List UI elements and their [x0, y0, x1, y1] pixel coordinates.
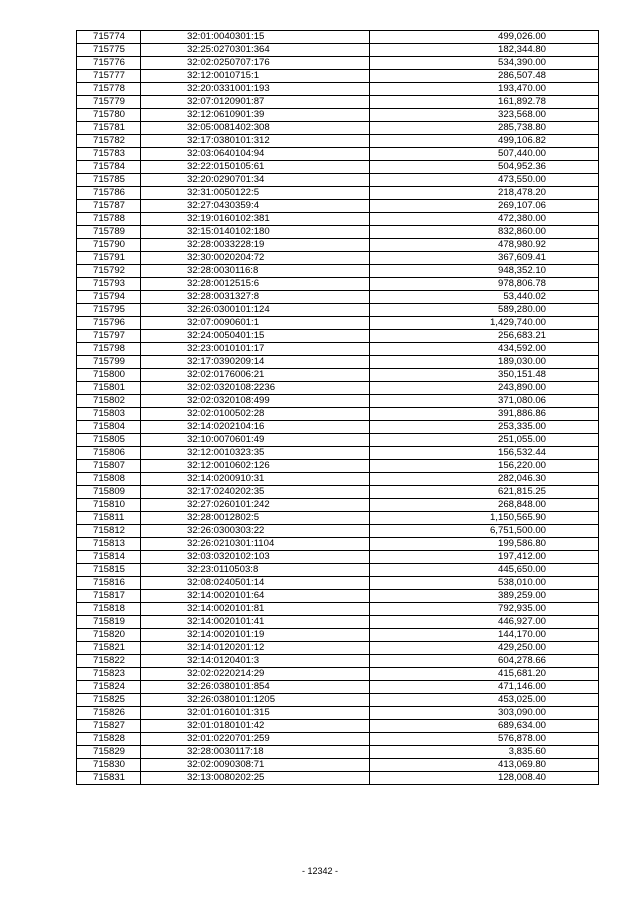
cadastral-number-cell: 32:17:0380101:312	[141, 135, 370, 148]
row-number-cell: 715798	[77, 343, 141, 356]
cadastral-number-cell: 32:24:0050401:15	[141, 330, 370, 343]
cadastral-value-cell: 268,848.00	[370, 499, 599, 512]
cadastral-value-cell: 434,592.00	[370, 343, 599, 356]
cadastral-value-cell: 323,568.00	[370, 109, 599, 122]
table-row	[77, 460, 599, 473]
row-number-cell: 715780	[77, 109, 141, 122]
row-number-cell: 715812	[77, 525, 141, 538]
row-number-cell: 715807	[77, 460, 141, 473]
row-number-cell: 715801	[77, 382, 141, 395]
cadastral-number-cell: 32:14:0200910:31	[141, 473, 370, 486]
cadastral-value-cell: 161,892.78	[370, 96, 599, 109]
row-number-cell: 715789	[77, 226, 141, 239]
row-number-cell: 715790	[77, 239, 141, 252]
row-number-cell: 715816	[77, 577, 141, 590]
row-number-cell: 715787	[77, 200, 141, 213]
row-number-cell: 715819	[77, 616, 141, 629]
row-number-cell: 715814	[77, 551, 141, 564]
cadastral-number-cell: 32:28:0012515:6	[141, 278, 370, 291]
table-row	[77, 369, 599, 382]
cadastral-value-cell: 6,751,500.00	[370, 525, 599, 538]
cadastral-value-cell: 193,470.00	[370, 83, 599, 96]
cadastral-number-cell: 32:01:0160101:315	[141, 707, 370, 720]
cadastral-number-cell: 32:02:0320108:499	[141, 395, 370, 408]
table-row	[77, 44, 599, 57]
row-number-cell: 715823	[77, 668, 141, 681]
cadastral-number-cell: 32:02:0100502:28	[141, 408, 370, 421]
cadastral-number-cell: 32:22:0150105:61	[141, 161, 370, 174]
cadastral-value-cell: 367,609.41	[370, 252, 599, 265]
row-number-cell: 715799	[77, 356, 141, 369]
row-number-cell: 715830	[77, 759, 141, 772]
row-number-cell: 715809	[77, 486, 141, 499]
row-number-cell: 715822	[77, 655, 141, 668]
cadastral-number-cell: 32:17:0390209:14	[141, 356, 370, 369]
table-row	[77, 447, 599, 460]
table-row	[77, 434, 599, 447]
table-row	[77, 421, 599, 434]
row-number-cell: 715774	[77, 31, 141, 44]
cadastral-value-cell: 197,412.00	[370, 551, 599, 564]
cadastral-value-cell: 282,046.30	[370, 473, 599, 486]
cadastral-value-cell: 303,090.00	[370, 707, 599, 720]
cadastral-number-cell: 32:26:0300101:124	[141, 304, 370, 317]
cadastral-value-cell: 453,025.00	[370, 694, 599, 707]
cadastral-number-cell: 32:17:0240202:35	[141, 486, 370, 499]
table-row	[77, 83, 599, 96]
row-number-cell: 715775	[77, 44, 141, 57]
table-row	[77, 668, 599, 681]
cadastral-value-cell: 144,170.00	[370, 629, 599, 642]
row-number-cell: 715820	[77, 629, 141, 642]
cadastral-number-cell: 32:01:0220701:259	[141, 733, 370, 746]
cadastral-number-cell: 32:12:0010602:126	[141, 460, 370, 473]
table-row	[77, 564, 599, 577]
table-row	[77, 551, 599, 564]
table-row	[77, 720, 599, 733]
row-number-cell: 715811	[77, 512, 141, 525]
table-row	[77, 395, 599, 408]
table-row	[77, 733, 599, 746]
row-number-cell: 715792	[77, 265, 141, 278]
row-number-cell: 715785	[77, 174, 141, 187]
row-number-cell: 715784	[77, 161, 141, 174]
table-row	[77, 616, 599, 629]
table-row	[77, 135, 599, 148]
table-row	[77, 96, 599, 109]
cadastral-number-cell: 32:28:0033228:19	[141, 239, 370, 252]
table-row	[77, 31, 599, 44]
table-row	[77, 408, 599, 421]
cadastral-number-cell: 32:01:0040301:15	[141, 31, 370, 44]
table-row	[77, 629, 599, 642]
row-number-cell: 715783	[77, 148, 141, 161]
row-number-cell: 715786	[77, 187, 141, 200]
table-row	[77, 577, 599, 590]
cadastral-value-cell: 1,150,565.90	[370, 512, 599, 525]
cadastral-number-cell: 32:28:0030117:18	[141, 746, 370, 759]
cadastral-value-cell: 350,151.48	[370, 369, 599, 382]
cadastral-value-cell: 128,008.40	[370, 772, 599, 785]
cadastral-value-cell: 507,440.00	[370, 148, 599, 161]
row-number-cell: 715776	[77, 57, 141, 70]
cadastral-number-cell: 32:12:0010715:1	[141, 70, 370, 83]
row-number-cell: 715782	[77, 135, 141, 148]
cadastral-number-cell: 32:23:0010101:17	[141, 343, 370, 356]
cadastral-value-cell: 429,250.00	[370, 642, 599, 655]
row-number-cell: 715791	[77, 252, 141, 265]
cadastral-value-cell: 473,550.00	[370, 174, 599, 187]
cadastral-number-cell: 32:02:0176006:21	[141, 369, 370, 382]
row-number-cell: 715794	[77, 291, 141, 304]
table-row	[77, 200, 599, 213]
cadastral-number-cell: 32:05:0081402:308	[141, 122, 370, 135]
table-row	[77, 278, 599, 291]
cadastral-number-cell: 32:03:0320102:103	[141, 551, 370, 564]
table-row	[77, 486, 599, 499]
table-row	[77, 525, 599, 538]
table-row	[77, 538, 599, 551]
cadastral-number-cell: 32:28:0030116:8	[141, 265, 370, 278]
cadastral-number-cell: 32:14:0020101:19	[141, 629, 370, 642]
cadastral-value-cell: 504,952.36	[370, 161, 599, 174]
table-row	[77, 772, 599, 785]
row-number-cell: 715797	[77, 330, 141, 343]
table-row	[77, 694, 599, 707]
table-row	[77, 109, 599, 122]
cadastral-value-cell: 389,259.00	[370, 590, 599, 603]
row-number-cell: 715831	[77, 772, 141, 785]
cadastral-number-cell: 32:27:0260101:242	[141, 499, 370, 512]
row-number-cell: 715796	[77, 317, 141, 330]
row-number-cell: 715802	[77, 395, 141, 408]
cadastral-value-cell: 576,878.00	[370, 733, 599, 746]
cadastral-value-cell: 371,080.06	[370, 395, 599, 408]
cadastral-number-cell: 32:25:0270301:364	[141, 44, 370, 57]
cadastral-value-cell: 218,478.20	[370, 187, 599, 200]
cadastral-value-cell: 499,106.82	[370, 135, 599, 148]
cadastral-value-cell: 269,107.06	[370, 200, 599, 213]
row-number-cell: 715813	[77, 538, 141, 551]
row-number-cell: 715815	[77, 564, 141, 577]
row-number-cell: 715826	[77, 707, 141, 720]
cadastral-number-cell: 32:26:0210301:1104	[141, 538, 370, 551]
cadastral-number-cell: 32:28:0031327:8	[141, 291, 370, 304]
cadastral-value-cell: 534,390.00	[370, 57, 599, 70]
table-row	[77, 382, 599, 395]
table-row	[77, 707, 599, 720]
cadastral-number-cell: 32:07:0120901:87	[141, 96, 370, 109]
cadastral-value-cell: 243,890.00	[370, 382, 599, 395]
cadastral-number-cell: 32:20:0331001:193	[141, 83, 370, 96]
row-number-cell: 715805	[77, 434, 141, 447]
cadastral-value-cell: 286,507.48	[370, 70, 599, 83]
cadastral-number-cell: 32:31:0050122:5	[141, 187, 370, 200]
table-row	[77, 239, 599, 252]
table-row	[77, 473, 599, 486]
row-number-cell: 715817	[77, 590, 141, 603]
table-row	[77, 57, 599, 70]
table-row	[77, 499, 599, 512]
cadastral-value-cell: 199,586.80	[370, 538, 599, 551]
table-row	[77, 746, 599, 759]
row-number-cell: 715824	[77, 681, 141, 694]
table-row	[77, 213, 599, 226]
cadastral-value-cell: 471,146.00	[370, 681, 599, 694]
table-row	[77, 343, 599, 356]
cadastral-value-cell: 253,335.00	[370, 421, 599, 434]
cadastral-value-cell: 3,835.60	[370, 746, 599, 759]
table-row	[77, 148, 599, 161]
cadastral-value-cell: 156,220.00	[370, 460, 599, 473]
cadastral-number-cell: 32:02:0320108:2236	[141, 382, 370, 395]
cadastral-number-cell: 32:14:0020101:81	[141, 603, 370, 616]
table-row	[77, 603, 599, 616]
row-number-cell: 715808	[77, 473, 141, 486]
table-row	[77, 252, 599, 265]
cadastral-value-table	[76, 30, 599, 785]
cadastral-value-cell: 413,069.80	[370, 759, 599, 772]
row-number-cell: 715818	[77, 603, 141, 616]
row-number-cell: 715829	[77, 746, 141, 759]
table-row	[77, 642, 599, 655]
cadastral-number-cell: 32:12:0010323:35	[141, 447, 370, 460]
cadastral-number-cell: 32:13:0080202:25	[141, 772, 370, 785]
cadastral-number-cell: 32:02:0220214:29	[141, 668, 370, 681]
row-number-cell: 715781	[77, 122, 141, 135]
cadastral-number-cell: 32:02:0090308:71	[141, 759, 370, 772]
cadastral-value-cell: 621,815.25	[370, 486, 599, 499]
cadastral-number-cell: 32:28:0012802:5	[141, 512, 370, 525]
table-row	[77, 70, 599, 83]
table-row	[77, 291, 599, 304]
row-number-cell: 715804	[77, 421, 141, 434]
cadastral-number-cell: 32:12:0610901:39	[141, 109, 370, 122]
table-row	[77, 759, 599, 772]
cadastral-number-cell: 32:27:0430359:4	[141, 200, 370, 213]
page-number: - 12342 -	[301, 866, 339, 876]
row-number-cell: 715778	[77, 83, 141, 96]
table-row	[77, 330, 599, 343]
table-row	[77, 174, 599, 187]
table-row	[77, 681, 599, 694]
table-row	[77, 122, 599, 135]
cadastral-value-cell: 792,935.00	[370, 603, 599, 616]
row-number-cell: 715793	[77, 278, 141, 291]
cadastral-number-cell: 32:01:0180101:42	[141, 720, 370, 733]
cadastral-value-cell: 445,650.00	[370, 564, 599, 577]
cadastral-number-cell: 32:26:0380101:854	[141, 681, 370, 694]
cadastral-number-cell: 32:10:0070601:49	[141, 434, 370, 447]
cadastral-value-cell: 478,980.92	[370, 239, 599, 252]
cadastral-value-cell: 604,278.66	[370, 655, 599, 668]
row-number-cell: 715810	[77, 499, 141, 512]
cadastral-number-cell: 32:15:0140102:180	[141, 226, 370, 239]
row-number-cell: 715800	[77, 369, 141, 382]
cadastral-value-cell: 538,010.00	[370, 577, 599, 590]
cadastral-value-cell: 53,440.02	[370, 291, 599, 304]
cadastral-number-cell: 32:26:0380101:1205	[141, 694, 370, 707]
table-row	[77, 161, 599, 174]
cadastral-number-cell: 32:08:0240501:14	[141, 577, 370, 590]
row-number-cell: 715779	[77, 96, 141, 109]
table-row	[77, 187, 599, 200]
cadastral-number-cell: 32:14:0120201:12	[141, 642, 370, 655]
row-number-cell: 715777	[77, 70, 141, 83]
cadastral-number-cell: 32:19:0160102:381	[141, 213, 370, 226]
cadastral-value-cell: 285,738.80	[370, 122, 599, 135]
row-number-cell: 715795	[77, 304, 141, 317]
cadastral-number-cell: 32:26:0300303:22	[141, 525, 370, 538]
table-row	[77, 265, 599, 278]
cadastral-number-cell: 32:14:0120401:3	[141, 655, 370, 668]
cadastral-number-cell: 32:20:0290701:34	[141, 174, 370, 187]
cadastral-value-cell: 472,380.00	[370, 213, 599, 226]
cadastral-number-cell: 32:14:0202104:16	[141, 421, 370, 434]
cadastral-number-cell: 32:30:0020204:72	[141, 252, 370, 265]
cadastral-number-cell: 32:14:0020101:41	[141, 616, 370, 629]
cadastral-number-cell: 32:02:0250707:176	[141, 57, 370, 70]
cadastral-value-cell: 1,429,740.00	[370, 317, 599, 330]
cadastral-value-cell: 589,280.00	[370, 304, 599, 317]
cadastral-value-cell: 948,352.10	[370, 265, 599, 278]
cadastral-value-cell: 446,927.00	[370, 616, 599, 629]
table-row	[77, 512, 599, 525]
cadastral-number-cell: 32:23:0110503:8	[141, 564, 370, 577]
cadastral-value-cell: 189,030.00	[370, 356, 599, 369]
cadastral-number-cell: 32:07:0090601:1	[141, 317, 370, 330]
row-number-cell: 715827	[77, 720, 141, 733]
table-row	[77, 317, 599, 330]
cadastral-value-cell: 499,026.00	[370, 31, 599, 44]
cadastral-value-cell: 832,860.00	[370, 226, 599, 239]
row-number-cell: 715788	[77, 213, 141, 226]
table-row	[77, 226, 599, 239]
cadastral-value-cell: 182,344.80	[370, 44, 599, 57]
cadastral-value-cell: 415,681.20	[370, 668, 599, 681]
table-row	[77, 655, 599, 668]
cadastral-value-cell: 256,683.21	[370, 330, 599, 343]
cadastral-value-cell: 251,055.00	[370, 434, 599, 447]
row-number-cell: 715803	[77, 408, 141, 421]
row-number-cell: 715821	[77, 642, 141, 655]
cadastral-value-cell: 156,532.44	[370, 447, 599, 460]
row-number-cell: 715825	[77, 694, 141, 707]
cadastral-number-cell: 32:03:0640104:94	[141, 148, 370, 161]
row-number-cell: 715806	[77, 447, 141, 460]
table-row	[77, 356, 599, 369]
row-number-cell: 715828	[77, 733, 141, 746]
table-row	[77, 590, 599, 603]
table-body	[77, 31, 599, 785]
cadastral-value-cell: 391,886.86	[370, 408, 599, 421]
table-row	[77, 304, 599, 317]
cadastral-number-cell: 32:14:0020101:64	[141, 590, 370, 603]
cadastral-value-cell: 689,634.00	[370, 720, 599, 733]
cadastral-value-cell: 978,806.78	[370, 278, 599, 291]
